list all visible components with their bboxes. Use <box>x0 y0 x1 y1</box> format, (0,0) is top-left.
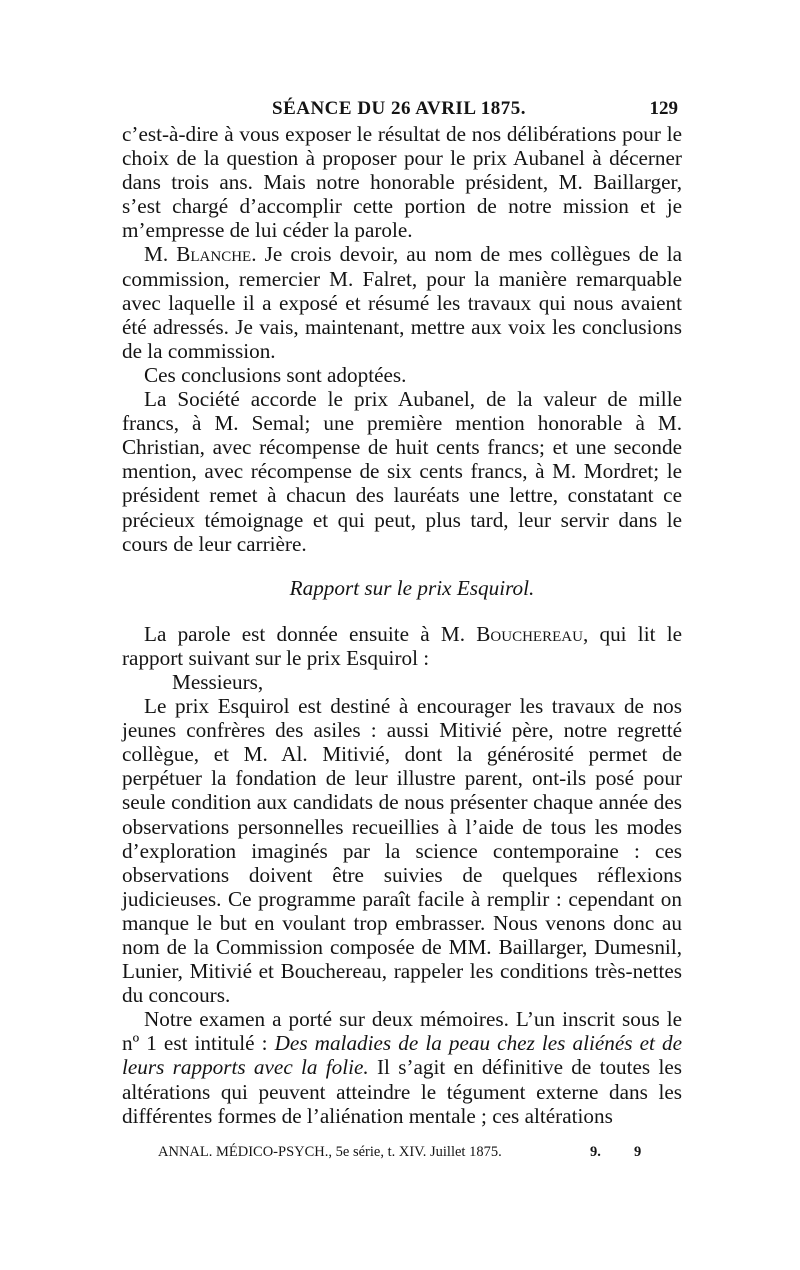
paragraph-text: Notre examen a porté sur deux mémoires. L’un inscrit sous le nº 1 est intitulé : <box>122 1007 682 1056</box>
paragraph-bouchereau <box>122 622 682 670</box>
section-subheading: Rapport sur le prix Esquirol. <box>289 575 535 600</box>
speaker-name: Bouchereau <box>476 621 583 646</box>
running-title: SÉANCE DU 26 AVRIL 1875. <box>272 98 526 119</box>
memoir-title: Des maladies de la peau chez les aliénés et de leurs rapports avec la folie. <box>122 1031 682 1080</box>
paragraph-examination <box>122 1007 682 1127</box>
paragraph-text: , qui lit le rapport suivant sur le prix Esquirol : <box>122 621 682 670</box>
paragraph-blanche <box>122 242 682 362</box>
salutation: Messieurs, <box>172 669 264 694</box>
signature-number: 9 <box>634 1144 642 1160</box>
journal-citation: ANNAL. MÉDICO-PSYCH., 5e série, t. XIV. Juillet 1875. <box>158 1144 502 1160</box>
paragraph-text: Je crois devoir, au nom de mes collègues de la commission, remercier M. Falret, pour la manière remarquable avec laquelle il a exposé et résumé les travaux qui nous avaient été adressés. Je vais, maintenant, mettre aux voix les conclusions de la commission. <box>122 242 682 363</box>
paragraph-esquirol-prize: Le prix Esquirol est destiné à encourager les travaux de nos jeunes confrères des asiles : aussi Mitivié père, notre regretté collègue, et M. Al. Mitivié, dont la générosité permet de perpétuer la fondation de leur illustre parent, ont-ils posé pour seule condition aux candidats de nous présenter chaque année des observations personnelles recueillies à l’aide de tous les modes d’exploration imaginés par la science contemporaine : ces observations doivent être suivies de quelques réflexions judicieuses. Ce programme paraît facile à remplir : cependant on manque le but en voulant trop embrasser. Nous venons donc au nom de la Commission composée de MM. Baillarger, Dumesnil, Lunier, Mitivié et Bouchereau, rappeler les conditions très-nettes du concours. <box>122 694 682 1008</box>
signature-mark: 9. <box>590 1144 601 1160</box>
page-footer <box>158 1142 658 1162</box>
page-number: 129 <box>649 98 678 119</box>
paragraph-continuation: c’est-à-dire à vous exposer le résultat de nos délibérations pour le choix de la question à proposer pour le prix Aubanel à décerner dans trois ans. Mais notre honorable président, M. Baillarger, s’est chargé d’accomplir cette portion de notre mission et je m’empresse de lui céder la parole. <box>122 122 682 243</box>
paragraph-aubanel-prize: La Société accorde le prix Aubanel, de la valeur de mille francs, à M. Semal; une première mention honorable à M. Christian, avec récompense de huit cents francs; et une seconde mention, avec récompense de six cents francs, à M. Mordret; le président remet à chacun des lauréats une lettre, constatant ce précieux témoignage et qui peut, plus tard, leur servir dans le cours de leur carrière. <box>122 387 682 556</box>
page-body <box>122 122 682 1128</box>
paragraph-text: La parole est donnée ensuite à M. <box>144 621 477 646</box>
paragraph-text: Il s’agit en définitive de toutes les altérations qui peuvent atteindre le tégument externe dans les différentes formes de l’aliénation mentale ; ces altérations <box>122 1055 682 1128</box>
paragraph-adoption: Ces conclusions sont adoptées. <box>144 362 407 387</box>
speaker-name: M. Blanche. <box>144 242 257 267</box>
